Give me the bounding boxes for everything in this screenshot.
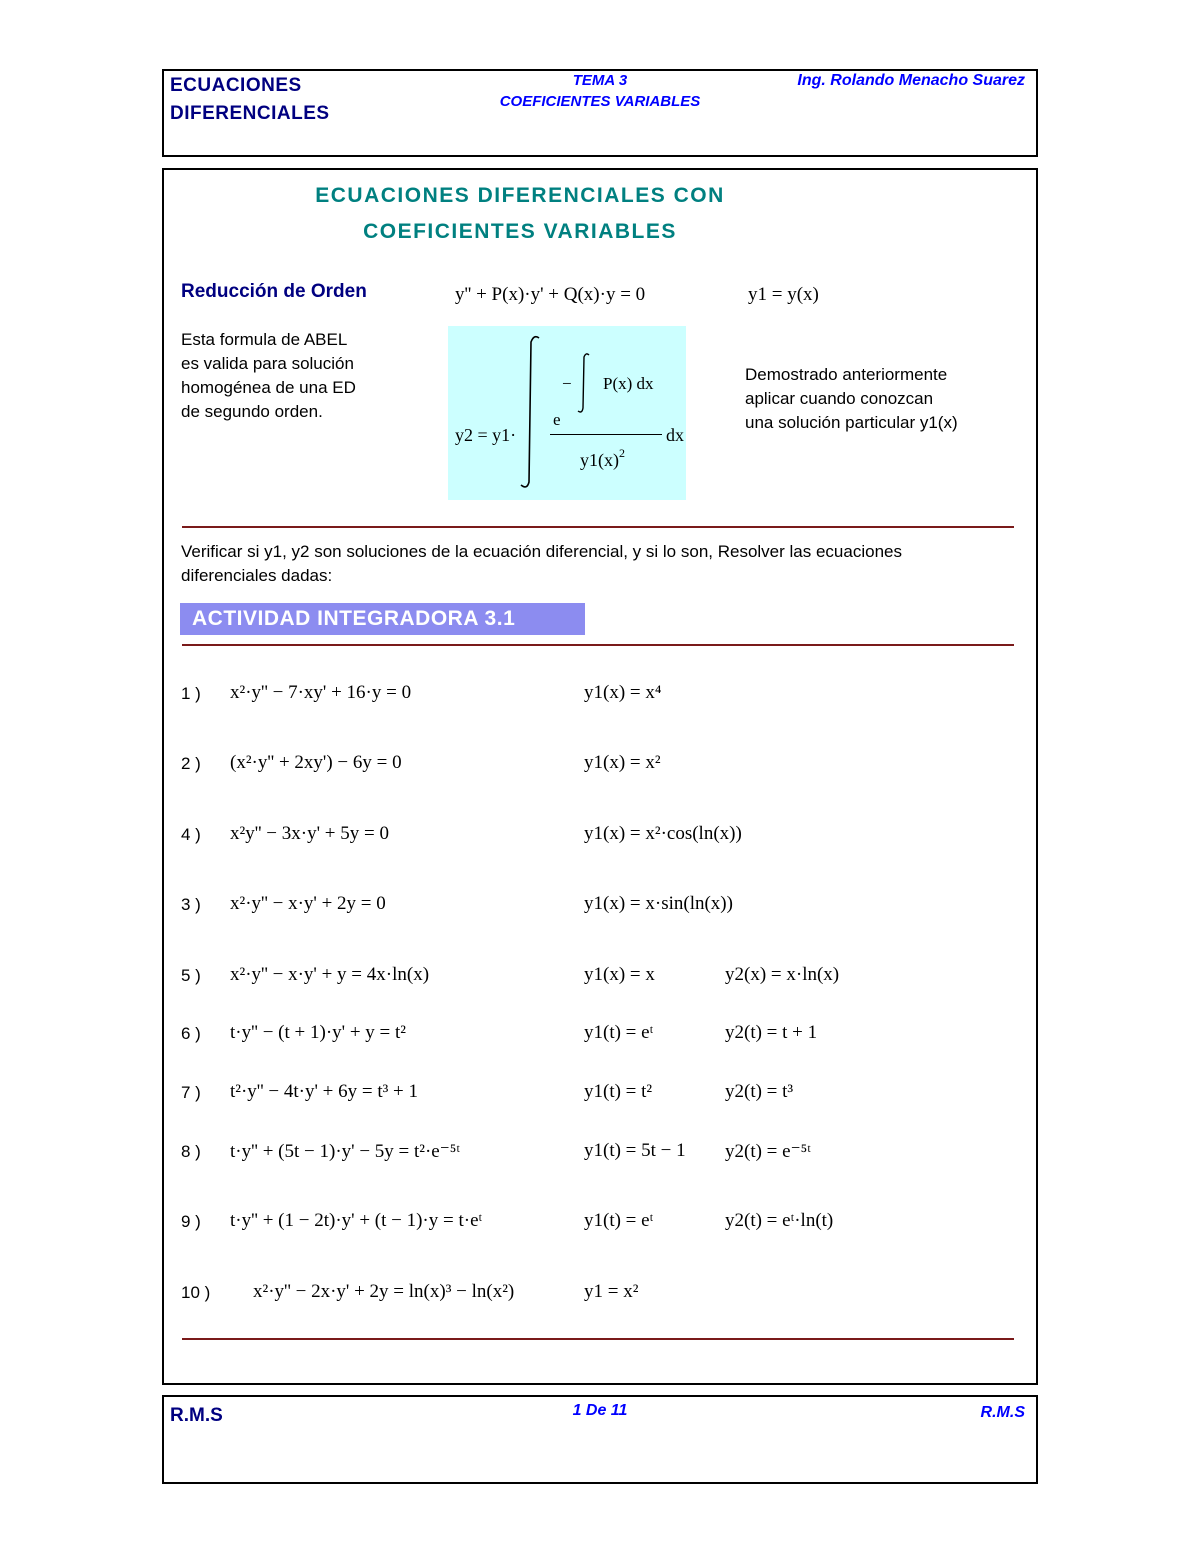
abel-note [181,328,356,424]
problem-y1: y1(x) = x²·cos(ln(x)) [584,823,742,844]
footer-left: R.M.S [170,1405,223,1426]
y1-definition: y1 = y(x) [748,284,819,305]
right-note-line: Demostrado anteriormente [745,365,948,384]
abel-base: e [553,410,561,429]
page-title [250,178,790,250]
problem-y2: y2(x) = x·ln(x) [725,964,840,985]
problem-y1: y1(t) = eᵗ [584,1022,654,1043]
problem-equation: x²·y'' − x·y' + y = 4x·ln(x) [230,964,430,985]
page-title-line2: COEFICIENTES VARIABLES [363,220,677,243]
abel-note-line: de segundo orden. [181,402,323,421]
fraction-bar [550,434,662,435]
problem-number: 1 ) [181,684,201,703]
divider [182,1338,1014,1340]
problem-y2: y2(t) = t³ [725,1081,794,1102]
problem-equation: x²·y'' − 2x·y' + 2y = ln(x)³ − ln(x²) [253,1281,515,1302]
problem-equation: (x²·y'' + 2xy') − 6y = 0 [230,752,402,773]
problem-number: 2 ) [181,754,201,773]
instructions-line: diferenciales dadas: [181,566,333,585]
abel-denominator [580,446,625,471]
header-middle [440,70,760,112]
instructions-line: Verificar si y1, y2 son soluciones de la ecuación diferencial, y si lo son, Resolver las ecuaciones [181,542,902,561]
page-number: 1 De 11 [572,1402,628,1419]
problem-equation: x²y'' − 3x·y' + 5y = 0 [230,823,389,844]
abel-den-power: 2 [619,446,625,460]
problem-y1: y1(x) = x² [584,752,661,773]
problem-number: 5 ) [181,966,201,985]
divider [182,644,1014,646]
problem-y1: y1(x) = x [584,964,655,985]
divider [182,526,1014,528]
problem-equation: t·y'' − (t + 1)·y' + y = t² [230,1022,406,1043]
abel-formula-box [448,326,686,500]
problem-y1: y1(x) = x⁴ [584,682,662,703]
abel-exp-sign: − [562,374,572,393]
problem-y1: y1(t) = 5t − 1 [584,1140,686,1161]
header-left-line1: ECUACIONES [170,75,302,96]
integral-sign-icon [517,334,543,490]
problem-y1: y1(t) = eᵗ [584,1210,654,1231]
abel-lhs: y2 = y1· [455,425,517,445]
right-note-line: aplicar cuando conozcan [745,389,934,408]
abel-note-line: homogénea de una ED [181,378,356,397]
problem-equation: t·y'' + (1 − 2t)·y' + (t − 1)·y = t·eᵗ [230,1210,483,1231]
abel-note-line: es valida para solución [181,354,354,373]
header-left [170,72,330,128]
problem-equation: x²·y'' − x·y' + 2y = 0 [230,893,386,914]
right-note-line: una solución particular y1(x) [745,413,958,432]
section-title: Reducción de Orden [181,281,367,302]
header-author: Ing. Rolando Menacho Suarez [797,72,1025,89]
problem-number: 8 ) [181,1142,201,1161]
activity-banner: ACTIVIDAD INTEGRADORA 3.1 [180,603,585,635]
problem-number: 4 ) [181,825,201,844]
footer-right: R.M.S [980,1404,1025,1421]
inner-integral-sign-icon [576,352,592,414]
problem-number: 9 ) [181,1212,201,1231]
problem-number: 10 ) [181,1283,211,1302]
problem-number: 7 ) [181,1083,201,1102]
general-equation: y'' + P(x)·y' + Q(x)·y = 0 [455,284,646,305]
right-note [745,363,958,435]
problem-y1: y1(t) = t² [584,1081,653,1102]
instructions [181,540,981,588]
problem-equation: x²·y'' − 7·xy' + 16·y = 0 [230,682,412,703]
problem-y1: y1 = x² [584,1281,639,1302]
problem-number: 3 ) [181,895,201,914]
header-topic: TEMA 3 [572,72,628,89]
abel-note-line: Esta formula de ABEL [181,330,348,349]
problem-number: 6 ) [181,1024,201,1043]
abel-den-base: y1(x) [580,450,619,470]
problem-y2: y2(t) = eᵗ·ln(t) [725,1210,834,1231]
page-title-line1: ECUACIONES DIFERENCIALES CON [315,184,725,207]
header-subtopic: COEFICIENTES VARIABLES [499,93,701,110]
problem-y2: y2(t) = t + 1 [725,1022,818,1043]
header-left-line2: DIFERENCIALES [170,103,330,124]
abel-dx: dx [666,425,684,445]
problem-y1: y1(x) = x·sin(ln(x)) [584,893,733,914]
problem-equation: t·y'' + (5t − 1)·y' − 5y = t²·e⁻⁵ᵗ [230,1141,461,1162]
problem-y2: y2(t) = e⁻⁵ᵗ [725,1141,811,1162]
problem-equation: t²·y'' − 4t·y' + 6y = t³ + 1 [230,1081,419,1102]
abel-exp-integrand: P(x) dx [603,374,654,393]
